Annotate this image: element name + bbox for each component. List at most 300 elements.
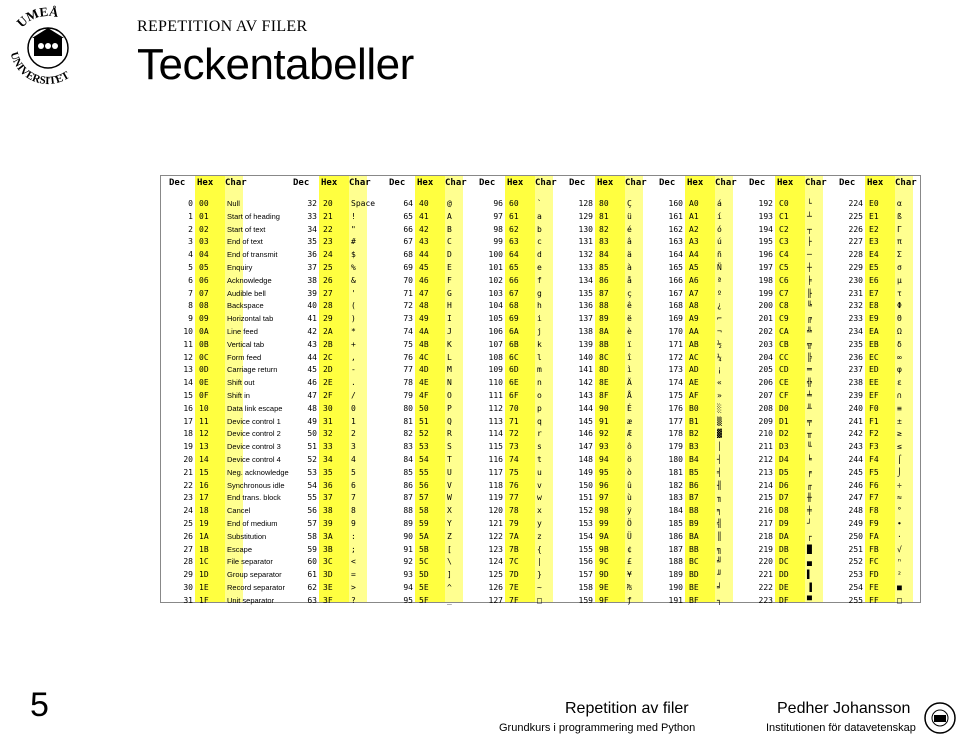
char-cell: ö [627,455,632,464]
dec-cell: 72 [403,301,413,311]
hex-cell: 3B [323,544,333,554]
dec-cell: 110 [488,378,503,388]
dec-cell: 29 [183,570,193,580]
char-cell: ; [351,544,356,554]
column-header: Char [895,178,917,188]
hex-cell: B4 [689,455,699,464]
char-cell: ó [717,224,722,234]
dec-cell: 229 [848,263,863,272]
dec-cell: 204 [758,352,773,362]
dec-cell: 98 [493,224,503,234]
dec-cell: 234 [848,327,863,336]
char-cell: Device control 1 [227,416,281,426]
column-header: Hex [597,178,614,188]
hex-cell: 05 [199,263,209,272]
char-cell: X [447,506,452,516]
char-cell: Ü [627,531,632,541]
dec-cell: 180 [668,455,683,464]
char-cell: º [717,288,722,298]
dec-cell: 109 [488,365,503,375]
hex-cell: DF [779,595,789,605]
char-cell: ╓ [807,480,812,490]
char-cell: # [351,237,356,247]
hex-cell: 7E [509,583,519,592]
char-cell: Cancel [227,506,251,516]
hex-cell: 3C [323,557,333,567]
dec-cell: 248 [848,506,863,516]
dec-cell: 71 [403,288,413,298]
hex-cell: AA [689,327,699,336]
hex-cell: 30 [323,403,333,413]
hex-cell: C8 [779,301,789,311]
dec-cell: 86 [403,480,413,490]
char-cell: τ [897,288,902,298]
dec-cell: 221 [758,570,773,580]
dec-cell: 252 [848,557,863,567]
dec-cell: 95 [403,595,413,605]
char-cell: ┬ [807,224,812,234]
char-cell: Synchronous idle [227,480,285,490]
dec-cell: 255 [848,595,863,605]
dec-cell: 233 [848,314,863,324]
dec-cell: 151 [578,493,593,503]
char-cell: v [537,480,542,490]
dec-cell: 87 [403,493,413,503]
hex-cell: EA [869,327,879,336]
char-cell: 9 [351,519,356,528]
dec-cell: 126 [488,583,503,592]
hex-cell: 6E [509,378,519,388]
dec-cell: 165 [668,263,683,272]
hex-cell: B8 [689,506,699,516]
dec-cell: 85 [403,467,413,477]
hex-cell: 04 [199,250,209,260]
char-cell: 3 [351,442,356,452]
hex-cell: 08 [199,301,209,311]
char-cell: ╨ [807,403,812,413]
dec-cell: 127 [488,595,503,605]
char-cell: ^ [447,583,452,592]
char-cell: ┘ [807,519,812,528]
char-cell: ╢ [717,480,722,490]
dec-cell: 163 [668,237,683,247]
dec-cell: 215 [758,493,773,503]
hex-cell: 09 [199,314,209,324]
hex-cell: 0F [199,391,209,400]
dec-cell: 160 [668,199,683,208]
dec-cell: 100 [488,250,503,260]
hex-cell: 6C [509,352,519,362]
dec-cell: 202 [758,327,773,336]
dec-cell: 164 [668,250,683,260]
dec-cell: 243 [848,442,863,452]
dec-cell: 60 [307,557,317,567]
dec-cell: 38 [307,275,317,285]
dec-cell: 170 [668,327,683,336]
dec-cell: 188 [668,557,683,567]
hex-cell: 95 [599,467,609,477]
hex-cell: CD [779,365,789,375]
hex-cell: 47 [419,288,429,298]
hex-cell: 5D [419,570,429,580]
dec-cell: 75 [403,339,413,349]
char-cell: * [351,327,356,336]
hex-cell: CA [779,327,789,336]
char-cell: ║ [717,531,722,541]
char-cell: í [717,211,722,221]
char-cell: ░ [717,403,722,413]
char-cell: ê [627,301,632,311]
dec-cell: 227 [848,237,863,247]
char-cell: 1 [351,416,356,426]
hex-cell: 7F [509,595,519,605]
dec-cell: 169 [668,314,683,324]
dec-cell: 68 [403,250,413,260]
dec-cell: 42 [307,327,317,336]
hex-cell: CB [779,339,789,349]
dec-cell: 213 [758,467,773,477]
hex-cell: A0 [689,199,699,208]
column-header: Hex [867,178,884,188]
dec-cell: 6 [188,275,193,285]
dec-cell: 120 [488,506,503,516]
hex-cell: 02 [199,224,209,234]
hex-cell: DE [779,583,789,592]
hex-cell: D4 [779,455,789,464]
dec-cell: 191 [668,595,683,605]
char-cell: + [351,339,356,349]
dec-cell: 64 [403,199,413,208]
dec-cell: 212 [758,455,773,464]
dec-cell: 176 [668,403,683,413]
dec-cell: 235 [848,339,863,349]
char-cell: ù [627,493,632,503]
hex-cell: 7C [509,557,519,567]
dec-cell: 178 [668,429,683,439]
char-cell: ⁿ [897,557,902,567]
svg-text:UMEÅ: UMEÅ [13,3,60,31]
char-cell: ▒ [717,416,722,426]
hex-cell: 8B [599,339,609,349]
char-cell: á [717,199,722,208]
column-header: Dec [479,178,496,188]
char-cell: ⌡ [897,467,902,477]
hex-cell: 97 [599,493,609,503]
hex-cell: 7D [509,570,519,580]
column-header: Char [805,178,827,188]
dec-cell: 90 [403,531,413,541]
dec-cell: 3 [188,237,193,247]
hex-cell: C4 [779,250,789,260]
char-cell: ~ [537,583,542,592]
hex-cell: C7 [779,288,789,298]
char-cell: p [537,403,542,413]
hex-cell: 5E [419,583,429,592]
hex-cell: 07 [199,288,209,298]
dec-cell: 2 [188,224,193,234]
dec-cell: 155 [578,544,593,554]
char-cell: └ [807,199,812,208]
dec-cell: 249 [848,519,863,528]
dec-cell: 83 [403,442,413,452]
hex-cell: 1E [199,583,209,592]
hex-cell: B7 [689,493,699,503]
dec-cell: 193 [758,211,773,221]
dec-cell: 201 [758,314,773,324]
char-cell: r [537,429,542,439]
hex-cell: 9F [599,595,609,605]
dec-cell: 124 [488,557,503,567]
hex-cell: 91 [599,416,609,426]
hex-cell: B0 [689,403,699,413]
dec-cell: 31 [183,595,193,605]
dec-cell: 228 [848,250,863,260]
hex-cell: 67 [509,288,519,298]
hex-cell: 93 [599,442,609,452]
dec-cell: 23 [183,493,193,503]
dec-cell: 237 [848,365,863,375]
char-cell: Θ [897,314,902,324]
hex-cell: 7A [509,531,519,541]
hex-cell: 6D [509,365,519,375]
char-cell: ╝ [717,557,722,567]
char-cell: D [447,250,452,260]
hex-cell: 32 [323,429,333,439]
dec-cell: 67 [403,237,413,247]
hex-cell: E4 [869,250,879,260]
hex-cell: 37 [323,493,333,503]
hex-cell: 38 [323,506,333,516]
dec-cell: 74 [403,327,413,336]
hex-cell: 15 [199,467,209,477]
hex-cell: 73 [509,442,519,452]
dec-cell: 216 [758,506,773,516]
hex-cell: 29 [323,314,333,324]
hex-cell: 36 [323,480,333,490]
dec-cell: 154 [578,531,593,541]
char-cell: ╬ [807,378,812,388]
hex-cell: 18 [199,506,209,516]
char-cell: ╙ [807,442,812,452]
char-cell: ▌ [807,570,812,580]
hex-cell: 6F [509,391,519,400]
char-cell: Device control 4 [227,455,281,464]
char-cell: ╡ [717,467,722,477]
dec-cell: 20 [183,455,193,464]
char-cell: Neg. acknowledge [227,467,289,477]
dec-cell: 52 [307,455,317,464]
char-cell: Æ [627,429,632,439]
char-cell: ò [627,467,632,477]
hex-cell: A1 [689,211,699,221]
dec-cell: 210 [758,429,773,439]
hex-cell: 1F [199,595,209,605]
dec-cell: 84 [403,455,413,464]
char-cell: Ç [627,199,632,208]
hex-cell: 61 [509,211,519,221]
hex-cell: 00 [199,199,209,208]
char-cell: t [537,455,542,464]
dec-cell: 104 [488,301,503,311]
char-cell: φ [897,365,902,375]
hex-cell: 10 [199,403,209,413]
hex-cell: A2 [689,224,699,234]
hex-cell: 0E [199,378,209,388]
dec-cell: 58 [307,531,317,541]
hex-cell: E7 [869,288,879,298]
hex-cell: DC [779,557,789,567]
hex-cell: 1C [199,557,209,567]
column-header: Dec [293,178,310,188]
dec-cell: 40 [307,301,317,311]
char-cell: ╔ [807,314,812,324]
dec-cell: 32 [307,199,317,208]
char-cell: ¢ [627,544,632,554]
char-cell: Γ [897,224,902,234]
char-cell: e [537,263,542,272]
char-cell: & [351,275,356,285]
char-cell: 2 [351,429,356,439]
dec-cell: 19 [183,442,193,452]
char-cell: ¼ [717,352,722,362]
dec-cell: 142 [578,378,593,388]
column-header: Char [535,178,557,188]
char-cell: ≡ [897,403,902,413]
hex-cell: 4E [419,378,429,388]
dec-cell: 209 [758,416,773,426]
char-cell: ¿ [717,301,722,311]
dec-cell: 232 [848,301,863,311]
dec-cell: 118 [488,480,503,490]
column-header: Char [715,178,737,188]
char-cell: Carriage return [227,365,278,375]
hex-cell: 48 [419,301,429,311]
char-cell: ╣ [717,519,722,528]
hex-cell: D0 [779,403,789,413]
hex-cell: CF [779,391,789,400]
hex-cell: 42 [419,224,429,234]
dec-cell: 245 [848,467,863,477]
char-cell: ╤ [807,416,812,426]
char-cell: ╞ [807,275,812,285]
hex-cell: 41 [419,211,429,221]
dec-cell: 251 [848,544,863,554]
dec-cell: 144 [578,403,593,413]
dec-cell: 198 [758,275,773,285]
char-cell: Record separator [227,583,285,592]
hex-cell: 4F [419,391,429,400]
char-cell: ) [351,314,356,324]
char-cell: G [447,288,452,298]
dec-cell: 132 [578,250,593,260]
char-cell: ╧ [807,391,812,400]
hex-cell: FA [869,531,879,541]
dec-cell: 225 [848,211,863,221]
char-cell: K [447,339,452,349]
dec-cell: 121 [488,519,503,528]
dec-cell: 12 [183,352,193,362]
hex-cell: C3 [779,237,789,247]
dec-cell: 158 [578,583,593,592]
dec-cell: 186 [668,531,683,541]
dec-cell: 211 [758,442,773,452]
footer-subtitle: Grundkurs i programmering med Python [499,722,696,734]
hex-cell: A4 [689,250,699,260]
hex-cell: 31 [323,416,333,426]
dec-cell: 184 [668,506,683,516]
hex-cell: 92 [599,429,609,439]
dec-cell: 115 [488,442,503,452]
dec-cell: 241 [848,416,863,426]
dec-cell: 167 [668,288,683,298]
hex-cell: 5A [419,531,429,541]
hex-cell: 13 [199,442,209,452]
hex-cell: 6B [509,339,519,349]
hex-cell: F2 [869,429,879,439]
char-cell: ╖ [717,493,722,503]
char-cell: ÷ [897,480,902,490]
char-cell: = [351,570,356,580]
char-cell: ▀ [807,595,812,605]
hex-cell: 99 [599,519,609,528]
dec-cell: 239 [848,391,863,400]
dec-cell: 247 [848,493,863,503]
hex-cell: 19 [199,519,209,528]
dec-cell: 253 [848,570,863,580]
hex-cell: C1 [779,211,789,221]
char-cell: ╪ [807,506,812,516]
dec-cell: 92 [403,557,413,567]
hex-cell: 23 [323,237,333,247]
char-cell: ( [351,301,356,311]
dec-cell: 197 [758,263,773,272]
hex-cell: 2D [323,365,333,375]
dec-cell: 94 [403,583,413,592]
dec-cell: 113 [488,416,503,426]
dec-cell: 102 [488,275,503,285]
dec-cell: 240 [848,403,863,413]
hex-cell: B9 [689,519,699,528]
dec-cell: 28 [183,557,193,567]
hex-cell: 78 [509,506,519,516]
dec-cell: 49 [307,416,317,426]
dec-cell: 59 [307,544,317,554]
char-cell: à [627,263,632,272]
char-cell: File separator [227,557,273,567]
dec-cell: 88 [403,506,413,516]
hex-cell: 0C [199,352,209,362]
char-cell: Ö [627,519,632,528]
dec-cell: 26 [183,531,193,541]
hex-cell: DD [779,570,789,580]
char-cell: ¡ [717,365,722,375]
hex-cell: EF [869,391,879,400]
hex-cell: 52 [419,429,429,439]
dec-cell: 214 [758,480,773,490]
char-cell: s [537,442,542,452]
hex-cell: 22 [323,224,333,234]
char-cell: < [351,557,356,567]
char-cell: ⌠ [897,455,902,464]
char-cell: ε [897,378,902,388]
dec-cell: 5 [188,263,193,272]
hex-cell: 79 [509,519,519,528]
dec-cell: 223 [758,595,773,605]
hex-cell: 85 [599,263,609,272]
dec-cell: 117 [488,467,503,477]
dec-cell: 156 [578,557,593,567]
hex-cell: 77 [509,493,519,503]
